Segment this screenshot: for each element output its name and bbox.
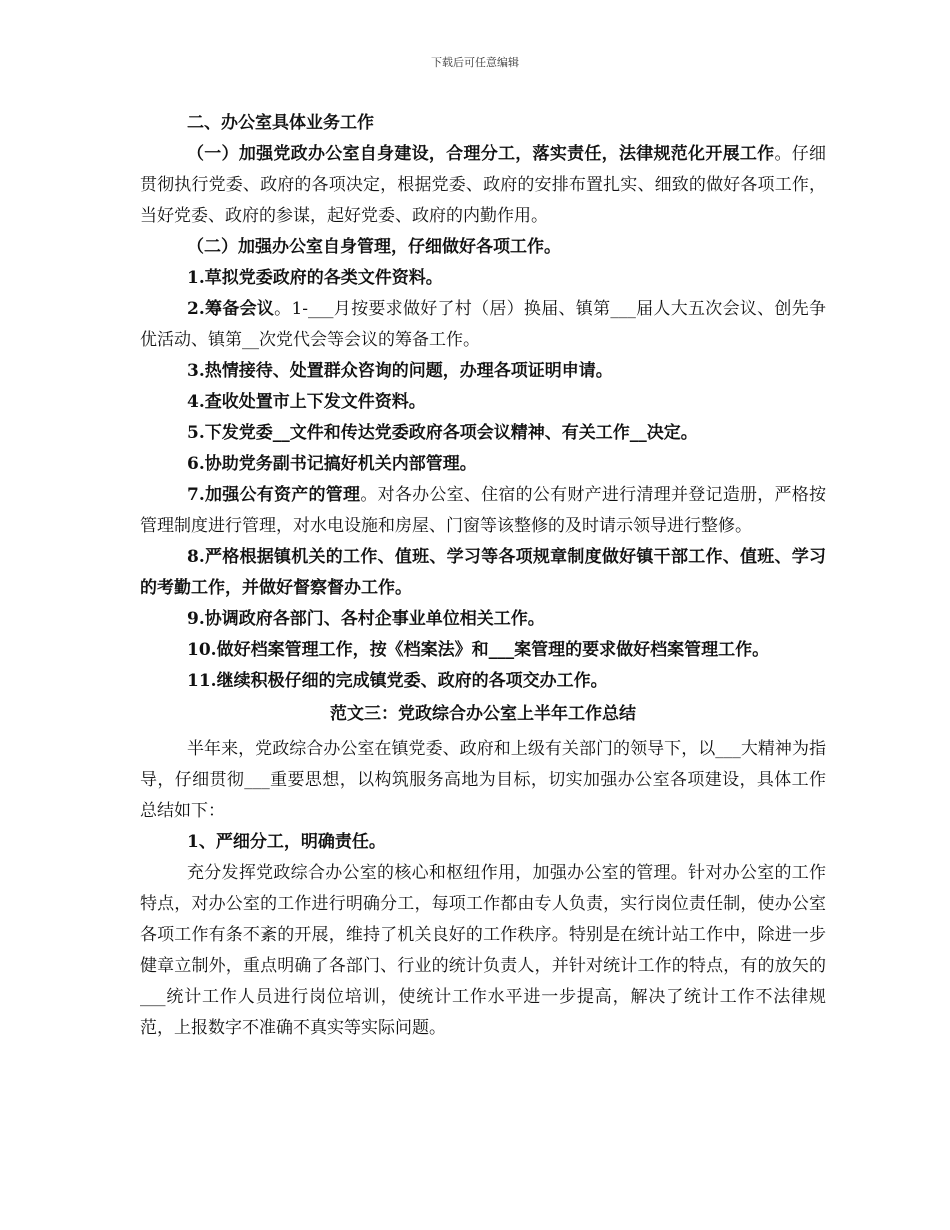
- list-item: [140, 480, 826, 542]
- document-body: [140, 108, 826, 1044]
- list-item-title: 10.做好档案管理工作，按《档案法》和___案管理的要求做好档案管理工作。: [187, 640, 770, 660]
- essay-title-text: 范文三：党政综合办公室上半年工作总结: [330, 704, 636, 724]
- list-item: [140, 418, 826, 449]
- subsection-2: （二）加强办公室自身管理，仔细做好各项工作。: [187, 237, 561, 257]
- subsection-1-title: （一）加强党政办公室自身建设，合理分工，落实责任，法律规范化开展工作: [187, 144, 775, 164]
- list-item-text: 。1-___月按要求做好了村（居）换届、镇第___届人大五次会议、创先争优活动、镇第__次党代会等会议的筹备工作。: [140, 299, 826, 350]
- list-item-title: 4.查收处置市上下发文件资料。: [187, 392, 426, 412]
- essay-title: [140, 699, 826, 730]
- section-heading: 二、办公室具体业务工作: [187, 113, 374, 133]
- list-item: [140, 604, 826, 635]
- list-item: [140, 387, 826, 418]
- list-item: [140, 263, 826, 294]
- work-items-list: [140, 263, 826, 697]
- essay-point-1: 1、严细分工，明确责任。: [187, 832, 386, 852]
- subsection-1: [140, 139, 826, 232]
- list-item: [140, 449, 826, 480]
- list-item-title: 5.下发党委__文件和传达党委政府各项会议精神、有关工作__决定。: [187, 423, 698, 443]
- list-item-text: 。对各办公室、住宿的公有财产进行清理并登记造册，严格按管理制度进行管理，对水电设施和房屋、门窗等该整修的及时请示领导进行整修。: [140, 485, 827, 536]
- essay-intro: 半年来，党政综合办公室在镇党委、政府和上级有关部门的领导下，以___大精神为指导，仔细贯彻___重要思想，以构筑服务高地为目标，切实加强办公室各项建设，具体工作总结如下：: [140, 739, 826, 821]
- list-item-title: 6.协助党务副书记搞好机关内部管理。: [187, 454, 477, 474]
- list-item: [140, 356, 826, 387]
- list-item-title: 11.继续积极仔细的完成镇党委、政府的各项交办工作。: [187, 671, 608, 691]
- list-item: [140, 635, 826, 666]
- list-item-title: 8.严格根据镇机关的工作、值班、学习等各项规章制度做好镇干部工作、值班、学习的考勤工作，并做好督察督办工作。: [140, 547, 826, 598]
- list-item: [140, 294, 826, 356]
- page-header: 下载后可任意编辑: [431, 56, 519, 69]
- list-item-title: 3.热情接待、处置群众咨询的问题，办理各项证明申请。: [187, 361, 613, 381]
- list-item-title: 2.筹备会议: [187, 299, 275, 319]
- list-item: [140, 542, 826, 604]
- list-item: [140, 666, 826, 697]
- essay-point-1-body: 充分发挥党政综合办公室的核心和枢纽作用，加强办公室的管理。针对办公室的工作特点，对办公室的工作进行明确分工，每项工作都由专人负责，实行岗位责任制，使办公室各项工作有条不紊的开展，维持了机关良好的工作秩序。特别是在统计站工作中，除进一步健章立制外，重点明确了各部门、行业的统计负责人，并针对统计工作的特点，有的放矢的___统计工作人员进行岗位培训，使统计工作水平进一步提高，解决了统计工作不法律规范，上报数字不准确不真实等实际问题。: [140, 863, 826, 1038]
- list-item-title: 9.协调政府各部门、各村企事业单位相关工作。: [187, 609, 545, 629]
- list-item-title: 7.加强公有资产的管理: [187, 485, 361, 505]
- subsection-1-text: 。仔细贯彻执行党委、政府的各项决定，根据党委、政府的安排布置扎实、细致的做好各项工作，当好党委、政府的参谋，起好党委、政府的内勤作用。: [140, 144, 827, 226]
- list-item-title: 1.草拟党委政府的各类文件资料。: [187, 268, 443, 288]
